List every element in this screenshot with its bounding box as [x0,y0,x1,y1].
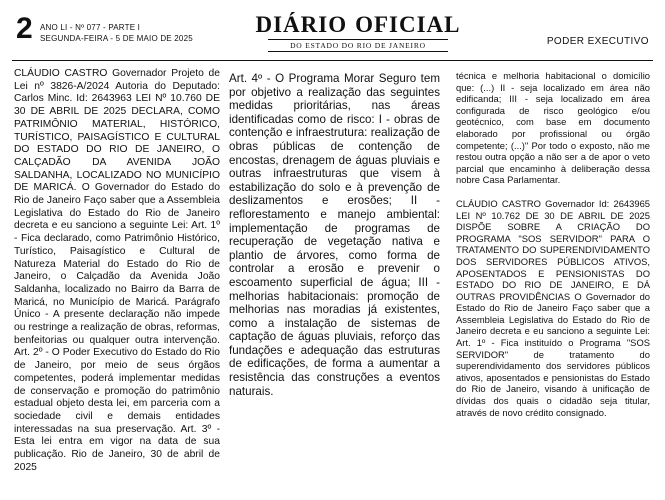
page-header [0,0,665,62]
masthead-right: OFICIAL [355,12,461,37]
veto-text: técnica e melhoria habitacional o domicílio que: (...) II - seja localizado em área não edificanda; III - seja localizado em área configurada de risco geológico e/ou geotécnico, com base em documento elaborado por profissional ou órgão competente; (...)" Por todo o exposto, não me restou outra opção a não ser a de apor o veto parcial que encaminho à deliberação dessa nobre Casa Parlamentar. [456,70,650,186]
date-line: SEGUNDA-FEIRA - 5 DE MAIO DE 2025 [40,34,193,43]
masthead-left: DIÁRIO [255,12,348,37]
header-divider [12,60,653,61]
issue-line: ANO LI - Nº 077 - PARTE I [40,23,141,32]
column-2 [229,72,440,398]
law-10760-text: CLÁUDIO CASTRO Governador Projeto de Lei nº 3826-A/2024 Autoria do Deputado: Carlos Minc. Id: 2643963 LEI Nº 10.760 DE 30 DE ABRIL DE 2025 DECLARA, COMO PATRIMÔNIO MATERIAL, HISTÓRICO, TURÍSTICO, PAISAGÍSTICO E CULTURAL DO ESTADO DO RIO DE JANEIRO, O CALÇADÃO DA AVENIDA JOÃO SALDANHA, LOCALIZADO NO MUNICÍPIO DE MARICÁ. O Governador do Estado do Rio de Janeiro Faço saber que a Assembleia Legislativa do Estado do Rio de Janeiro decreta e eu sanciono a seguinte Lei: Art. 1º - Fica declarado, como Patrimônio Histórico, Turístico, Paisagístico e Cultural de Natureza Material do Estado do Rio de Janeiro, o Calçadão da Avenida João Saldanha, localizado no Bairro da Barra de Maricá, no Município de Maricá. Parágrafo Único - A presente declaração não impede ou restringe a realização de obras, reformas, benfeitorias ou qualquer outra intervenção. Art. 2º - O Poder Executivo do Estado do Rio de Janeiro, por meio de seus órgãos competentes, poderá implementar medidas de conservação e promoção do patrimônio estadual objeto desta lei, em parceria com a sociedade civil e demais entidades interessadas na sua preservação. Art. 3º - Esta lei entra em vigor na data de sua publicação. Rio de Janeiro, 30 de abril de 2025 [14,68,220,473]
page-number: 2 [16,12,33,45]
law-10762-text: CLÁUDIO CASTRO Governador Id: 2643965 LEI Nº 10.762 DE 30 DE ABRIL DE 2025 DISPÕE SOBRE A CRIAÇÃO DO PROGRAMA "SOS SERVIDOR" PARA O TRATAMENTO DO SUPERENDIVIDAMENTO DOS SERVIDORES PÚBLICOS ATIVOS, APOSENTADOS E PENSIONISTAS DO ESTADO DO RIO DE JANEIRO, E DÁ OUTRAS PROVIDÊNCIAS O Governador do Estado do Rio de Janeiro Faço saber que a Assembleia Legislativa do Estado do Rio de Janeiro decreta e eu sanciono a seguinte Lei: Art. 1º - Fica instituído o Programa "SOS SERVIDOR" de tratamento do superendividamento dos servidores públicos ativos, aposentados e pensionistas do Estado do Rio de Janeiro, visando à unificação de dívidas dos quais o cidadão seja titular, através de novo crédito consignado. [456,197,650,418]
paragraph-gap [456,186,650,198]
masthead-title [255,12,461,38]
column-3 [456,70,650,418]
masthead-subtitle: DO ESTADO DO RIO DE JANEIRO [268,39,448,52]
morar-seguro-text: Art. 4º - O Programa Morar Seguro tem por objetivo a realização das seguintes medidas prioritárias, nas áreas identificadas como de risco: I - obras de contenção e infraestrutura: realização de obras públicas de contenção de encostas, drenagem de águas pluviais e outras infraestruturas que visem à estabilização do solo e à prevenção de deslizamentos e erosões; II - reflorestamento e manejo ambiental: implementação de programas de recuperação de vegetação nativa e plantio de árvores, como forma de controlar a erosão e prevenir o escoamento superficial de água; III - melhorias habitacionais: promoção de melhorias nas moradias já existentes, como a instalação de sistemas de captação de águas pluviais, reforço das fundações e adequação das estruturas de edificações, de forma a aumentar a resistência das construções a eventos naturais. [229,72,440,398]
issue-info [40,22,193,44]
masthead [255,12,461,52]
section-title: PODER EXECUTIVO [546,36,649,47]
column-1 [14,68,220,475]
